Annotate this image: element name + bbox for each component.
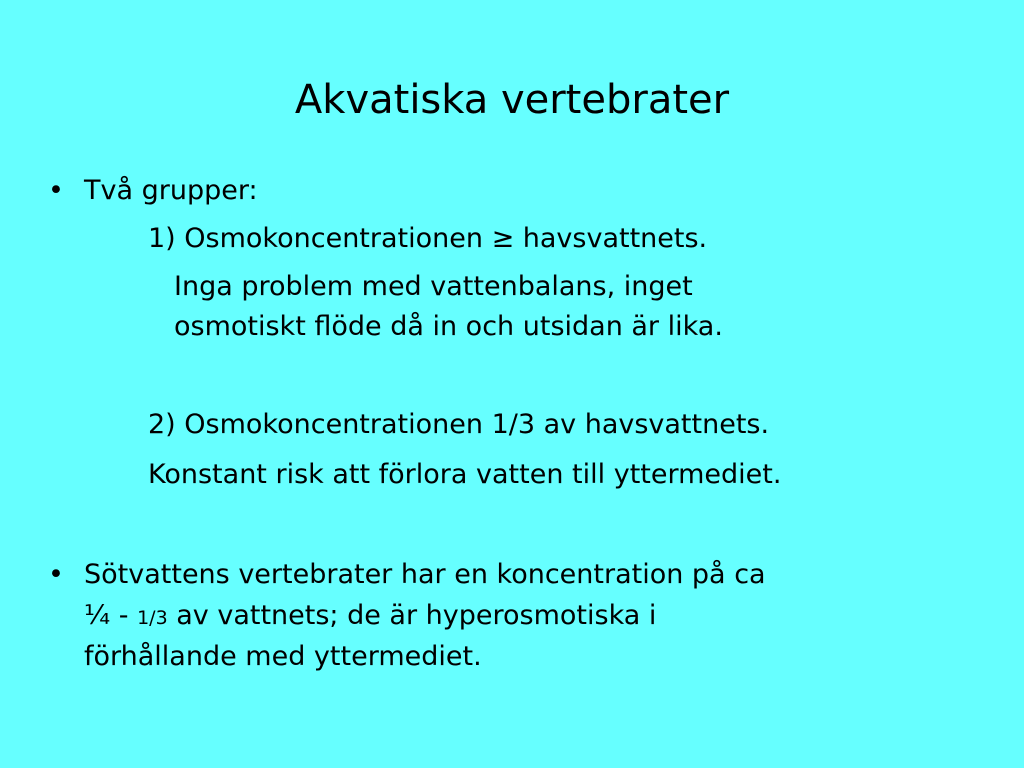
group-2-heading: 2) Osmokoncentrationen 1/3 av havsvattnets. <box>148 409 770 440</box>
bullet-2-line-3: förhållande med yttermediet. <box>84 641 482 672</box>
bullet-2-line-2 <box>84 597 656 637</box>
bullet-1-text: Två grupper: <box>84 175 258 206</box>
group-1-detail-line-1: Inga problem med vattenbalans, inget <box>174 271 693 302</box>
group-2-detail: Konstant risk att förlora vatten till yttermediet. <box>148 459 782 490</box>
bullet-marker-1: • <box>48 175 64 206</box>
slide-title: Akvatiska vertebrater <box>294 77 730 123</box>
bullet-2-line-2-suffix: av vattnets; de är hyperosmotiska i <box>167 600 657 631</box>
bullet-2-fraction: 1/3 <box>137 607 168 629</box>
bullet-2-line-2-prefix: ¼ - <box>84 600 138 631</box>
group-1-heading: 1) Osmokoncentrationen ≥ havsvattnets. <box>148 223 708 254</box>
group-1-detail-line-2: osmotiskt flöde då in och utsidan är lika. <box>174 311 723 342</box>
bullet-marker-2: • <box>48 559 64 590</box>
bullet-2-line-1: Sötvattens vertebrater har en koncentration på ca <box>84 559 766 590</box>
